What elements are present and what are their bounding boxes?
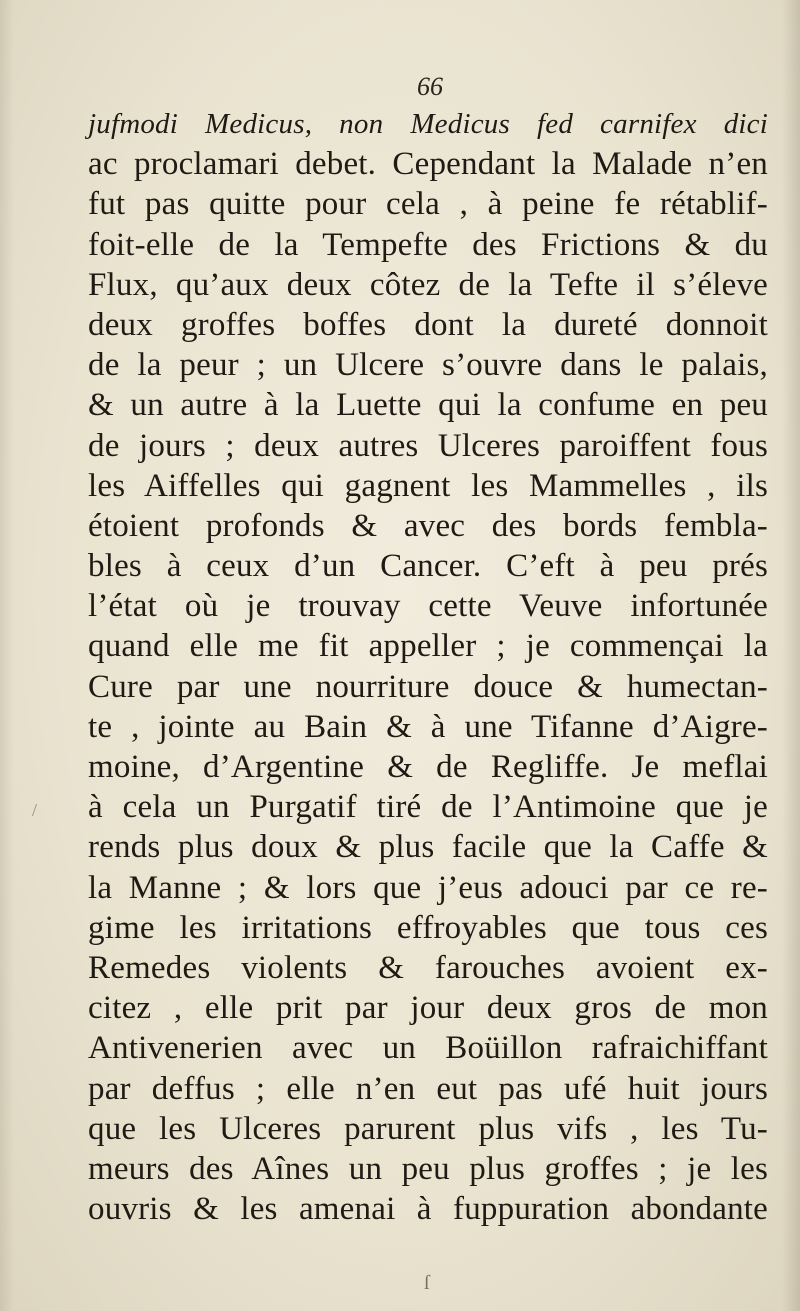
text-line: Cure par une nourriture douce & humectan- (88, 668, 768, 705)
text-line: rends plus doux & plus facile que la Caffe & (88, 829, 768, 866)
page-left-shadow (0, 0, 14, 1311)
text-line: étoient profonds & avec des bords fembla- (88, 507, 768, 544)
body-text (88, 104, 768, 1229)
text-line: à cela un Purgatif tiré de l’Antimoine que je (88, 789, 768, 826)
text-line: l’état où je trouvay cette Veuve infortunée (88, 588, 768, 625)
page-number: 66 (417, 72, 443, 101)
text-line: de jours ; deux autres Ulceres paroiffent fous (88, 427, 768, 464)
text-line: la Manne ; & lors que j’eus adouci par ce re- (88, 869, 768, 906)
text-line: ouvris & les amenai à fuppuration abondante (88, 1191, 768, 1228)
text-line: deux groffes boffes dont la dureté donnoit (88, 306, 768, 343)
text-line: foit-elle de la Tempefte des Frictions & du (88, 226, 768, 263)
text-line: & un autre à la Luette qui la confume en peu (88, 387, 768, 424)
text-line: citez , elle prit par jour deux gros de mon (88, 990, 768, 1027)
text-line: moine, d’Argentine & de Regliffe. Je meflai (88, 749, 768, 785)
text-line: les Aiffelles qui gagnent les Mammelles , ils (88, 467, 768, 504)
page-right-shadow (782, 0, 800, 1311)
text-line: par deffus ; elle n’en eut pas ufé huit jours (88, 1070, 768, 1107)
text-line: te , jointe au Bain & à une Tifanne d’Aigre- (88, 708, 768, 745)
text-line: que les Ulceres parurent plus vifs , les Tu- (88, 1110, 768, 1147)
text-line: fut pas quitte pour cela , à peine fe rétablif- (88, 186, 768, 223)
text-line: Antivenerien avec un Boüillon rafraichiffant (88, 1030, 768, 1067)
text-line: jufmodi Medicus, non Medicus fed carnifex dici (88, 108, 768, 140)
text-line: Flux, qu’aux deux côtez de la Tefte il s’éleve (88, 266, 768, 303)
bottom-mark: ſ (424, 1272, 430, 1294)
text-line: ac proclamari debet. Cependant la Malade n’en (88, 146, 768, 183)
text-line: de la peur ; un Ulcere s’ouvre dans le palais, (88, 347, 768, 384)
margin-mark: / (32, 800, 38, 820)
text-line: bles à ceux d’un Cancer. C’eft à peu prés (88, 548, 768, 585)
text-line: quand elle me fit appeller ; je commençai la (88, 628, 768, 665)
text-line: meurs des Aînes un peu plus groffes ; je les (88, 1150, 768, 1187)
text-line: Remedes violents & farouches avoient ex- (88, 949, 768, 986)
text-line: gime les irritations effroyables que tous ces (88, 909, 768, 946)
